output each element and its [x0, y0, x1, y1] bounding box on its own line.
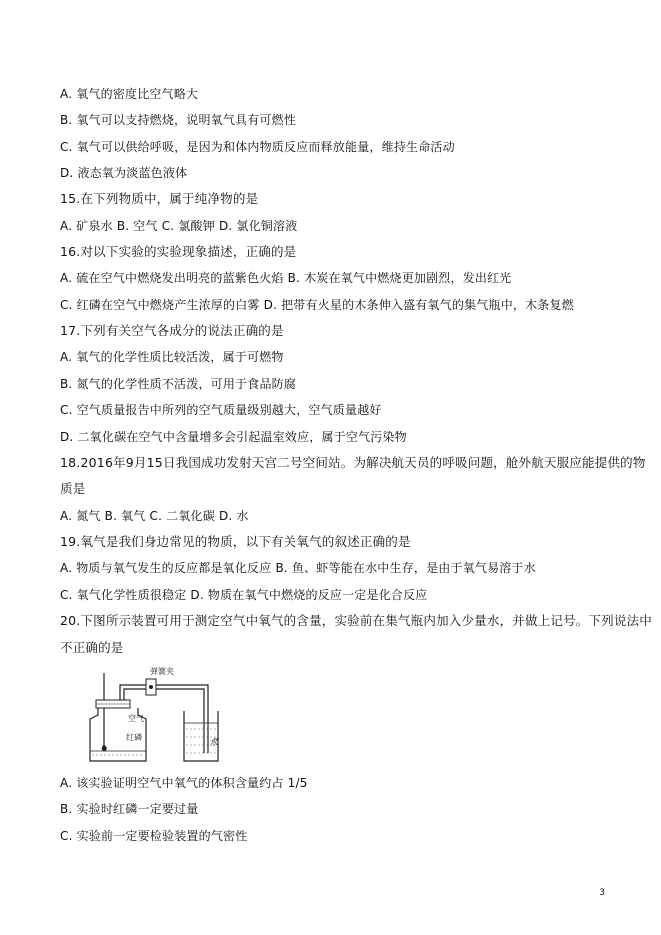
q19-options-ab: A. 物质与氧气发生的反应都是氧化反应 B. 鱼、虾等能在水中生存，是由于氧气易溶于水 [60, 561, 536, 575]
q15-stem: 15.在下列物质中，属于纯净物的是 [60, 191, 259, 206]
q16-options-cd: C. 红磷在空气中燃烧产生浓厚的白雾 D. 把带有火星的木条伸入盛有氧气的集气瓶中，木条复燃 [60, 298, 574, 312]
q20-option-c: C. 实验前一定要检验装置的气密性 [60, 829, 248, 843]
q19-options-cd: C. 氧气化学性质很稳定 D. 物质在氧气中燃烧的反应一定是化合反应 [60, 588, 428, 602]
q14-option-c: C. 氧气可以供给呼吸，是因为和体内物质反应而释放能量，维持生命活动 [60, 140, 455, 154]
label-water: 水 [210, 738, 218, 747]
apparatus-figure [86, 665, 221, 765]
q20-option-b: B. 实验时红磷一定要过量 [60, 802, 199, 816]
q15-options: A. 矿泉水 B. 空气 C. 氯酸钾 D. 氯化铜溶液 [60, 219, 298, 233]
q18-stem-cont: 质是 [60, 481, 86, 496]
q16-stem: 16.对以下实验的实验现象描述，正确的是 [60, 244, 297, 259]
q20-option-a: A. 该实验证明空气中氧气的体积含量约占 1/5 [60, 776, 308, 790]
page-number: 3 [599, 888, 605, 898]
q20-stem-cont: 不正确的是 [60, 640, 124, 655]
q17-option-d: D. 二氧化碳在空气中含量增多会引起温室效应，属于空气污染物 [60, 430, 407, 444]
label-air: 空气 [128, 714, 144, 723]
q17-option-c: C. 空气质量报告中所列的空气质量级别越大，空气质量越好 [60, 403, 382, 417]
q20-stem: 20.下图所示装置可用于测定空气中氧气的含量，实验前在集气瓶内加入少量水，并做上记号。下列说法中 [60, 613, 652, 628]
q18-options: A. 氮气 B. 氧气 C. 二氧化碳 D. 水 [60, 509, 249, 523]
q16-options-ab: A. 硫在空气中燃烧发出明亮的蓝紫色火焰 B. 木炭在氧气中燃烧更加剧烈，发出红光 [60, 271, 512, 285]
q14-option-d: D. 液态氧为淡蓝色液体 [60, 166, 188, 180]
q18-stem: 18.2016年9月15日我国成功发射天宫二号空间站。为解决航天员的呼吸问题，舱外航天服应能提供的物 [60, 455, 646, 470]
label-phosphorus: 红磷 [126, 733, 142, 742]
q17-option-a: A. 氧气的化学性质比较活泼，属于可燃物 [60, 350, 284, 364]
q14-option-a: A. 氧气的密度比空气略大 [60, 87, 199, 101]
label-clamp: 弹簧夹 [150, 667, 174, 676]
q17-stem: 17.下列有关空气各成分的说法正确的是 [60, 323, 284, 338]
q14-option-b: B. 氧气可以支持燃烧，说明氧气具有可燃性 [60, 113, 297, 127]
q17-option-b: B. 氮气的化学性质不活泼，可用于食品防腐 [60, 377, 297, 391]
q19-stem: 19.氧气是我们身边常见的物质，以下有关氧气的叙述正确的是 [60, 534, 411, 549]
